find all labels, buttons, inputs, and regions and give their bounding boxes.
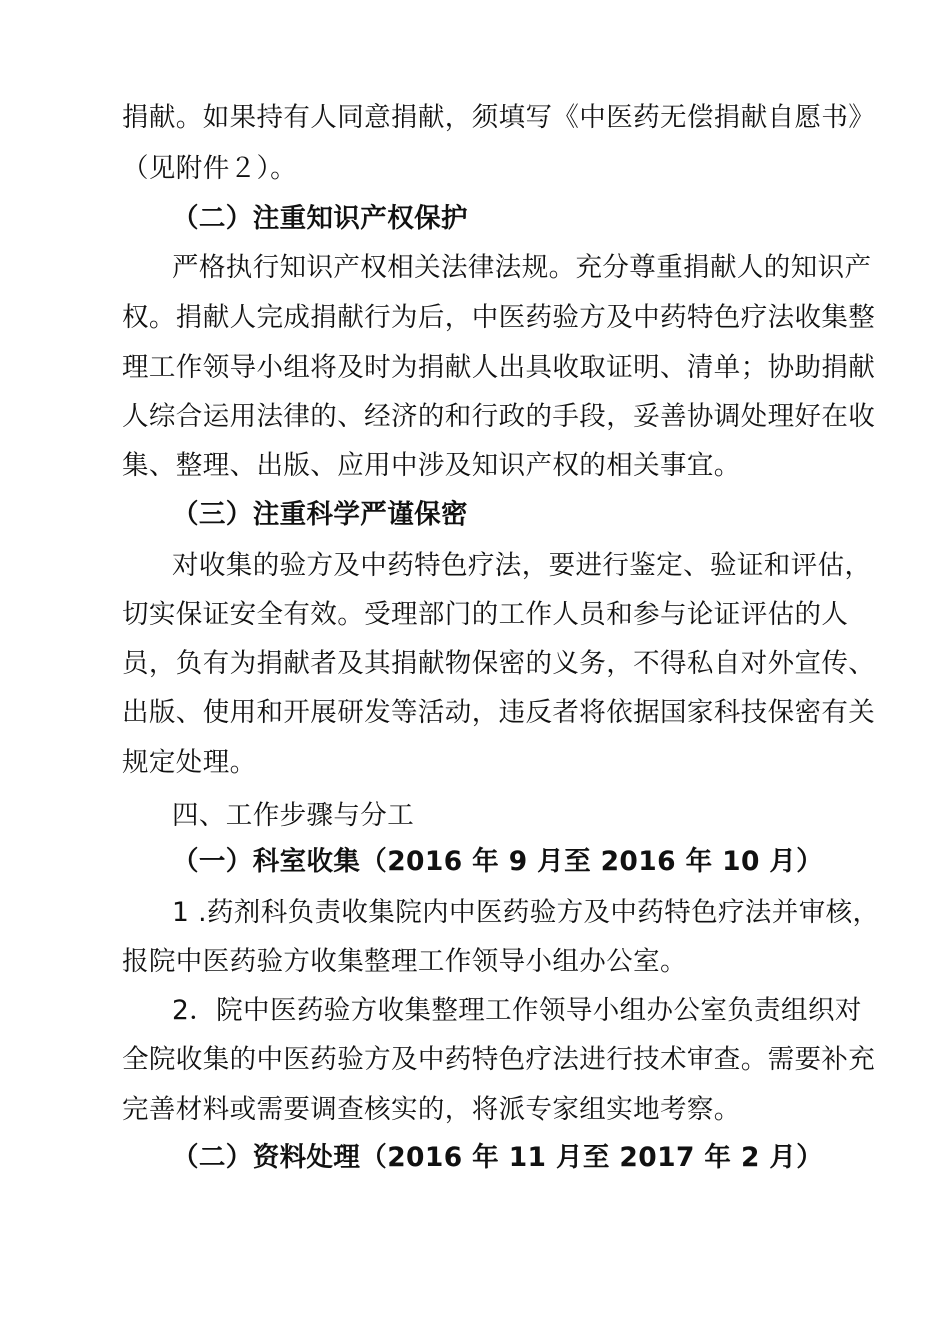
paragraph-line: 集、整理、出版、应用中涉及知识产权的相关事宜。 [122,450,741,481]
paragraph-line: 2．院中医药验方收集整理工作领导小组办公室负责组织对 [172,995,862,1026]
section-heading: （二）注重知识产权保护 [172,203,468,234]
section-heading: （三）注重科学严谨保密 [172,499,468,530]
section-title: 四、工作步骤与分工 [172,800,415,831]
paragraph-line: 全院收集的中医药验方及中药特色疗法进行技术审查。需要补充 [122,1044,876,1075]
paragraph-line: （见附件２）。 [122,153,298,184]
section-heading: （二）资料处理（2016 年 11 月至 2017 年 2 月） [172,1142,824,1173]
paragraph-line: 规定处理。 [122,747,257,778]
paragraph-line: 切实保证安全有效。受理部门的工作人员和参与论证评估的人 [122,599,849,630]
paragraph-line: 1 .药剂科负责收集院内中医药验方及中药特色疗法并审核， [172,897,880,928]
paragraph-line: 出版、使用和开展研发等活动，违反者将依据国家科技保密有关 [122,697,876,728]
paragraph-line: 理工作领导小组将及时为捐献人出具收取证明、清单；协助捐献 [122,352,876,383]
paragraph-line: 严格执行知识产权相关法律法规。充分尊重捐献人的知识产 [172,252,872,283]
paragraph-line: 报院中医药验方收集整理工作领导小组办公室。 [122,946,687,977]
section-heading: （一）科室收集（2016 年 9 月至 2016 年 10 月） [172,846,824,877]
paragraph-line: 人综合运用法律的、经济的和行政的手段，妥善协调处理好在收 [122,401,876,432]
paragraph-line: 捐献。如果持有人同意捐献，须填写《中医药无偿捐献自愿书》 [122,102,876,133]
paragraph-line: 员，负有为捐献者及其捐献物保密的义务，不得私自对外宣传、 [122,648,876,679]
paragraph-line: 对收集的验方及中药特色疗法，要进行鉴定、验证和评估， [172,550,872,581]
paragraph-line: 完善材料或需要调查核实的，将派专家组实地考察。 [122,1094,741,1125]
paragraph-line: 权。捐献人完成捐献行为后，中医药验方及中药特色疗法收集整 [122,302,876,333]
